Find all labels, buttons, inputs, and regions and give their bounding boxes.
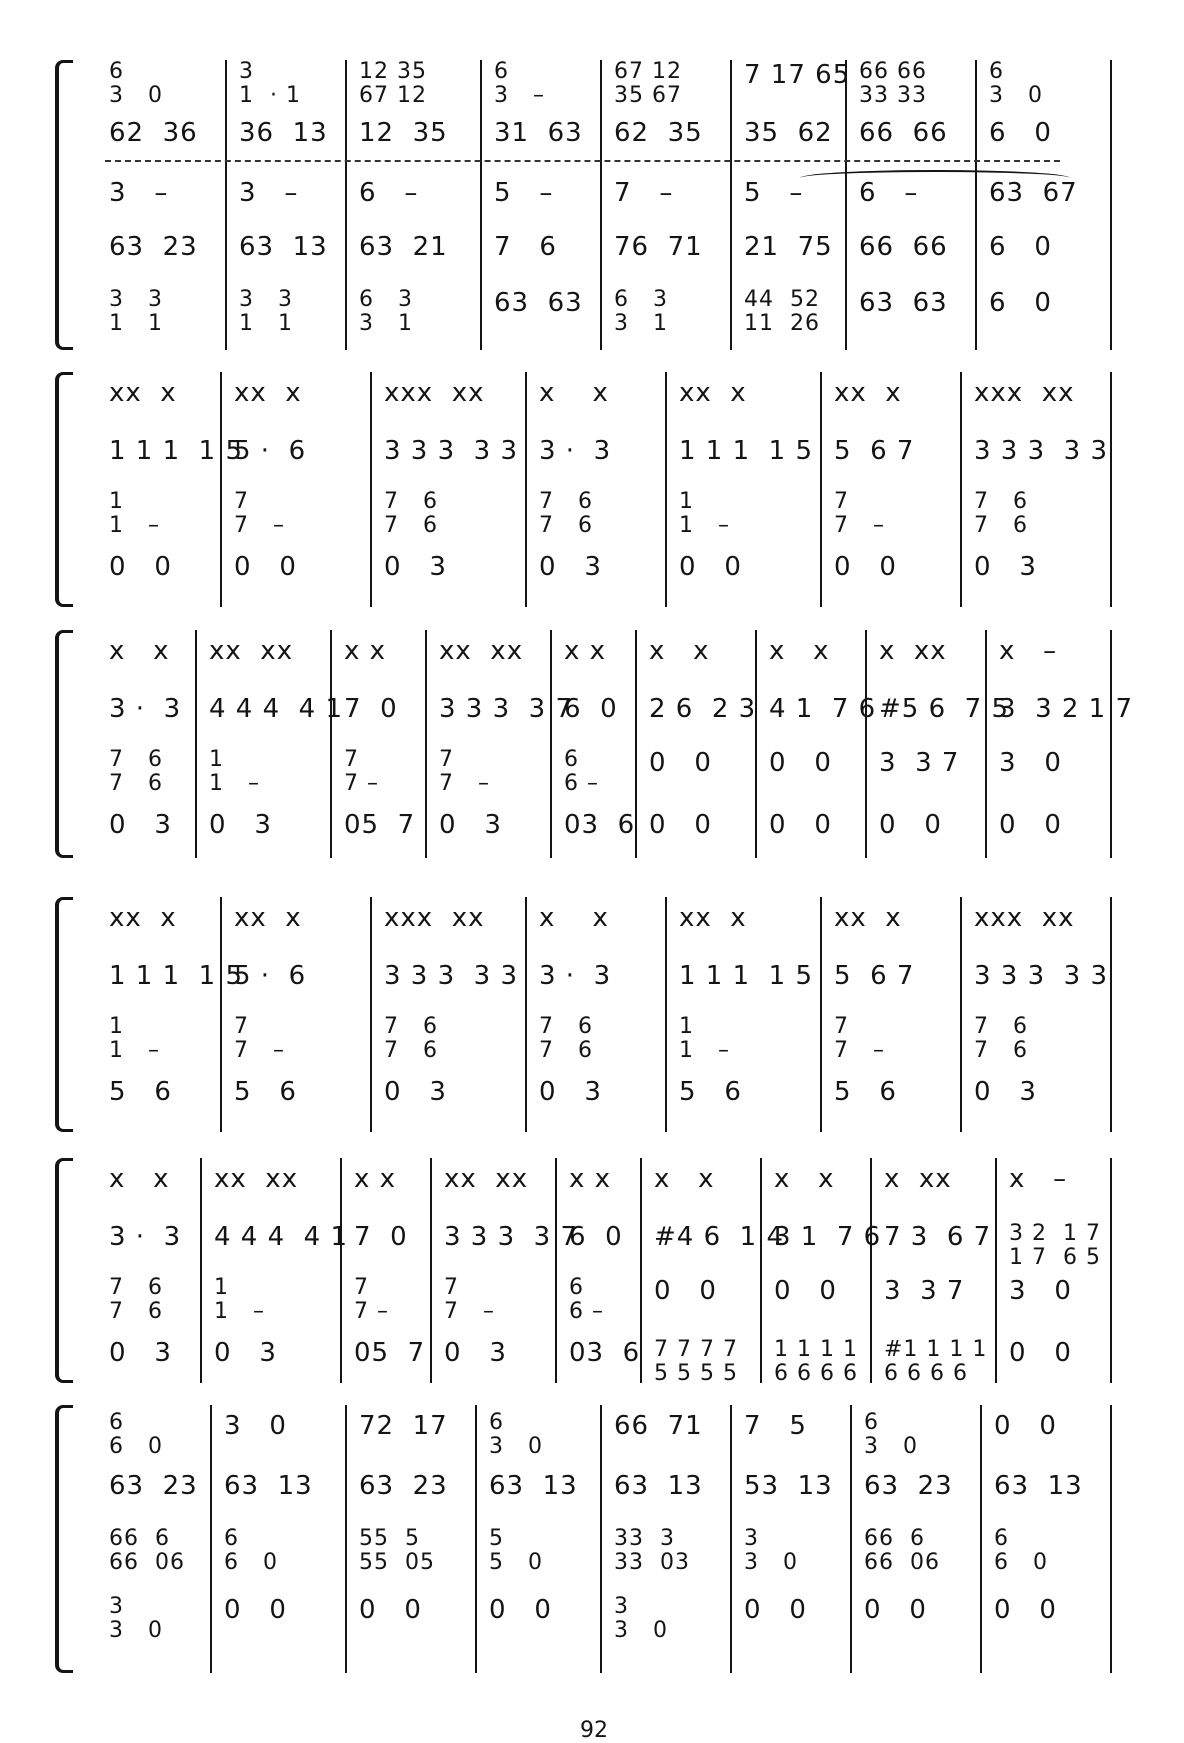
measure-cell: 53 13	[744, 1471, 833, 1501]
measure-cell: xx x	[834, 903, 902, 933]
measure-cell: 3 3 0	[744, 1526, 798, 1575]
measure-cell: 6 3 3 1	[359, 287, 413, 336]
measure-cell: 67 12 35 67	[614, 59, 682, 108]
measure-cell: 12 35 67 12	[359, 59, 427, 108]
measure-cell: 0 3	[444, 1338, 507, 1368]
measure-cell: xx x	[234, 903, 302, 933]
measure-cell: 3 3 7	[879, 748, 960, 778]
measure-cell: 0 3	[974, 1077, 1037, 1107]
staff-row-1	[55, 636, 1130, 676]
measure-cell: xxx xx	[974, 903, 1075, 933]
measure-cell: 3 3 0	[614, 1594, 668, 1643]
measure-cell: x x	[109, 1164, 170, 1194]
measure-cell: #5 6 7 5	[879, 694, 1010, 724]
measure-cell: 0 0	[649, 748, 712, 778]
measure-cell: 05 7	[354, 1338, 426, 1368]
measure-cell: xx x	[234, 378, 302, 408]
measure-cell: 5 · 6	[234, 436, 307, 466]
measure-cell: 3 1 · 1	[239, 59, 301, 108]
measure-cell: 66 66 33 33	[859, 59, 927, 108]
measure-cell: xx x	[109, 378, 177, 408]
measure-cell: 0 0	[224, 1595, 287, 1625]
measure-cell: 63 13	[489, 1471, 578, 1501]
measure-cell: 1 1 1 1 5	[679, 436, 814, 466]
measure-cell: x x	[769, 636, 830, 666]
measure-cell: 6 3 0	[489, 1410, 543, 1459]
measure-cell: xx x	[679, 378, 747, 408]
score-system-2	[55, 372, 1130, 607]
measure-cell: 1 1 1 1 5	[109, 961, 244, 991]
measure-cell: 6 6 –	[569, 1275, 604, 1324]
measure-cell: 3 3 1 1	[239, 287, 293, 336]
measure-cell: 0 0	[489, 1595, 552, 1625]
measure-cell: 1 1 –	[214, 1275, 265, 1324]
measure-cell: 63 23	[109, 232, 198, 262]
measure-cell: x x	[774, 1164, 835, 1194]
measure-cell: 0 0	[769, 810, 832, 840]
measure-cell: x x	[654, 1164, 715, 1194]
measure-cell: 7 7 –	[344, 747, 379, 796]
measure-cell: 35 62	[744, 118, 833, 148]
measure-cell: 63 23	[359, 1471, 448, 1501]
measure-cell: 6 3 0	[864, 1410, 918, 1459]
measure-cell: 63 21	[359, 232, 448, 262]
measure-cell: 0 0	[769, 748, 832, 778]
measure-cell: 6 –	[859, 178, 919, 208]
measure-cell: 1 1 –	[209, 747, 260, 796]
staff-row-2	[55, 694, 1134, 734]
staff-row-2	[55, 961, 1130, 1001]
measure-cell: 7 7 –	[444, 1275, 495, 1324]
measure-cell: x x	[564, 636, 607, 666]
measure-cell: 3 3 3 3 3	[384, 961, 519, 991]
measure-cell: xx xx	[214, 1164, 299, 1194]
measure-cell: 6 3 0	[109, 59, 163, 108]
measure-cell: 5 6	[834, 1077, 897, 1107]
measure-cell: 5 6 7	[834, 436, 915, 466]
measure-cell: xxx xx	[974, 378, 1075, 408]
measure-cell: 0 0	[834, 552, 897, 582]
measure-cell: 5 –	[494, 178, 554, 208]
measure-cell: 3 –	[239, 178, 299, 208]
measure-cell: x x	[354, 1164, 397, 1194]
measure-cell: 0 0	[994, 1411, 1057, 1441]
score-system-3	[55, 630, 1134, 858]
measure-cell: 6 6 0	[224, 1526, 278, 1575]
staff-row-2	[55, 436, 1130, 476]
page-number: 92	[580, 1718, 608, 1743]
measure-cell: 7 6 7 6	[384, 489, 438, 538]
measure-cell: xx x	[834, 378, 902, 408]
measure-cell: #4 6 1 4	[654, 1222, 785, 1252]
measure-cell: xx xx	[209, 636, 294, 666]
measure-cell: 7 6 7 6	[109, 1275, 163, 1324]
staff-row-1	[55, 59, 1130, 108]
measure-cell: 6 6 0	[109, 1410, 163, 1459]
staff-row-4	[55, 1594, 1130, 1643]
measure-cell: 3 –	[109, 178, 169, 208]
measure-cell: 7 7 –	[439, 747, 490, 796]
measure-cell: 03 6	[569, 1338, 641, 1368]
measure-cell: 7 7 –	[354, 1275, 389, 1324]
score-system-6	[55, 1405, 1130, 1673]
measure-cell: 6 0	[569, 1222, 623, 1252]
staff-row-3	[55, 1014, 1130, 1063]
measure-cell: 63 23	[864, 1471, 953, 1501]
measure-cell: 5 5 0	[489, 1526, 543, 1575]
measure-cell: 3 3 3 3 7	[444, 1222, 579, 1252]
measure-cell: x x	[344, 636, 387, 666]
measure-cell: 3 3 1 1	[109, 287, 163, 336]
measure-cell: 3 3 7	[884, 1276, 965, 1306]
measure-cell: 3 · 3	[539, 961, 612, 991]
measure-cell: 0 0	[679, 552, 742, 582]
measure-cell: 3 · 3	[109, 694, 182, 724]
measure-cell: 1 1 1 1 5	[109, 436, 244, 466]
staff-row-4	[55, 810, 1130, 850]
staff-row-1	[55, 1164, 1130, 1204]
measure-cell: 7 0	[344, 694, 398, 724]
measure-cell: 7 6 7 6	[109, 747, 163, 796]
measure-cell: x x	[109, 636, 170, 666]
measure-cell: 5 –	[744, 178, 804, 208]
measure-cell: 36 13	[239, 118, 328, 148]
measure-cell: 5 6	[234, 1077, 297, 1107]
tie-slur	[800, 170, 1070, 186]
measure-cell: 0 0	[744, 1595, 807, 1625]
score-system-4	[55, 897, 1130, 1132]
measure-cell: 7 6 7 6	[974, 489, 1028, 538]
measure-cell: 7 7 7 7 5 5 5 5	[654, 1337, 738, 1386]
measure-cell: 0 0	[774, 1276, 837, 1306]
measure-cell: 6 0	[989, 288, 1052, 318]
measure-cell: 4 1 7 6	[769, 694, 877, 724]
staff-row-3	[55, 1275, 1130, 1324]
measure-cell: 3 · 3	[109, 1222, 182, 1252]
measure-cell: 0 3	[439, 810, 502, 840]
measure-cell: 3 1 7 6	[774, 1222, 882, 1252]
staff-row-3	[55, 747, 1130, 796]
measure-cell: 3 0	[999, 748, 1062, 778]
measure-cell: 7 7 –	[834, 489, 885, 538]
staff-row-4	[55, 232, 1130, 272]
measure-cell: 63 13	[614, 1471, 703, 1501]
measure-cell: 62 35	[614, 118, 703, 148]
measure-cell: 1 1 –	[679, 489, 730, 538]
measure-cell: x x	[539, 378, 609, 408]
measure-cell: 1 1 –	[109, 489, 160, 538]
measure-cell: 6 0	[989, 232, 1052, 262]
measure-cell: 63 13	[224, 1471, 313, 1501]
measure-cell: 7 6 7 6	[384, 1014, 438, 1063]
measure-cell: 7 6 7 6	[539, 489, 593, 538]
staff-row-4	[55, 552, 1130, 592]
measure-cell: 0 0	[864, 1595, 927, 1625]
measure-cell: 0 3	[974, 552, 1037, 582]
measure-cell: 4 4 4 4 1	[209, 694, 344, 724]
measure-cell: 0 0	[994, 1595, 1057, 1625]
measure-cell: x x	[539, 903, 609, 933]
measure-cell: 7 7 –	[234, 489, 285, 538]
measure-cell: 3 · 3	[539, 436, 612, 466]
measure-cell: 7 7 –	[234, 1014, 285, 1063]
measure-cell: 76 71	[614, 232, 703, 262]
measure-cell: 3 3 0	[109, 1594, 163, 1643]
staff-row-5	[55, 287, 1130, 336]
measure-cell: 7 –	[614, 178, 674, 208]
measure-cell: 05 7	[344, 810, 416, 840]
measure-cell: 0 3	[109, 1338, 172, 1368]
measure-cell: 44 52 11 26	[744, 287, 820, 336]
measure-cell: 6 0	[989, 118, 1052, 148]
measure-cell: 6 3 3 1	[614, 287, 668, 336]
measure-cell: 0 3	[384, 552, 447, 582]
measure-cell: 63 23	[109, 1471, 198, 1501]
measure-cell: 3 3 3 3 3	[384, 436, 519, 466]
measure-cell: 7 0	[354, 1222, 408, 1252]
measure-cell: xx xx	[439, 636, 524, 666]
score-system-5	[55, 1158, 1130, 1386]
measure-cell: 31 63	[494, 118, 583, 148]
measure-cell: x xx	[879, 636, 947, 666]
measure-cell: 3 0	[224, 1411, 287, 1441]
measure-cell: 6 –	[359, 178, 419, 208]
measure-cell: 63 13	[239, 232, 328, 262]
measure-cell: 0 0	[359, 1595, 422, 1625]
measure-cell: 1 1 –	[109, 1014, 160, 1063]
measure-cell: x x	[649, 636, 710, 666]
measure-cell: 7 7 –	[834, 1014, 885, 1063]
measure-cell: 5 · 6	[234, 961, 307, 991]
measure-cell: 12 35	[359, 118, 448, 148]
measure-cell: 7 3 6 7	[884, 1222, 992, 1252]
measure-cell: 6 3 –	[494, 59, 545, 108]
measure-cell: 0 0	[1009, 1338, 1072, 1368]
measure-cell: 0 0	[234, 552, 297, 582]
measure-cell: 66 66	[859, 232, 948, 262]
measure-cell: 7 5	[744, 1411, 807, 1441]
measure-cell: 63 63	[859, 288, 948, 318]
measure-cell: 0 0	[999, 810, 1062, 840]
measure-cell: 2 6 2 3	[649, 694, 757, 724]
measure-cell: 0 3	[539, 1077, 602, 1107]
staff-row-4	[55, 1077, 1130, 1117]
measure-cell: 1 1 1 1 5	[679, 961, 814, 991]
score-system-1	[55, 60, 1130, 350]
staff-row-1	[55, 903, 1130, 943]
staff-row-1	[55, 378, 1130, 418]
measure-cell: 3 3 2 1 7	[999, 694, 1134, 724]
staff-row-3	[55, 489, 1130, 538]
measure-cell: 0 3	[214, 1338, 277, 1368]
measure-cell: 66 71	[614, 1411, 703, 1441]
measure-cell: 0 0	[654, 1276, 717, 1306]
measure-cell: 66 6 66 06	[864, 1526, 940, 1575]
measure-cell: xx x	[109, 903, 177, 933]
measure-cell: 1 1 –	[679, 1014, 730, 1063]
measure-cell: 0 3	[209, 810, 272, 840]
measure-cell: x –	[1009, 1164, 1068, 1194]
measure-cell: 0 3	[539, 552, 602, 582]
measure-cell: x xx	[884, 1164, 952, 1194]
measure-cell: 0 0	[879, 810, 942, 840]
dashed-guide-line	[105, 160, 1060, 162]
measure-cell: 55 5 55 05	[359, 1526, 435, 1575]
measure-cell: 03 6	[564, 810, 636, 840]
staff-row-2	[55, 1221, 1130, 1270]
measure-cell: 5 6	[679, 1077, 742, 1107]
staff-row-2	[55, 118, 1130, 158]
measure-cell: 4 4 4 4 1	[214, 1222, 349, 1252]
measure-cell: 66 66	[859, 118, 948, 148]
measure-cell: #1 1 1 1 6 6 6 6	[884, 1337, 988, 1386]
staff-row-1	[55, 1410, 1130, 1459]
measure-cell: 0 3	[384, 1077, 447, 1107]
measure-cell: 62 36	[109, 118, 198, 148]
measure-cell: 3 3 3 3 3	[974, 436, 1109, 466]
measure-cell: 63 13	[994, 1471, 1083, 1501]
measure-cell: 72 17	[359, 1411, 448, 1441]
measure-cell: 3 3 3 3 7	[439, 694, 574, 724]
measure-cell: 33 3 33 03	[614, 1526, 690, 1575]
staff-row-2	[55, 1471, 1130, 1511]
measure-cell: 63 67	[989, 178, 1078, 208]
measure-cell: x –	[999, 636, 1058, 666]
measure-cell: xx xx	[444, 1164, 529, 1194]
measure-cell: 1 1 1 1 6 6 6 6	[774, 1337, 858, 1386]
staff-row-4	[55, 1337, 1130, 1386]
measure-cell: 7 17 65	[744, 60, 851, 90]
measure-cell: 5 6	[109, 1077, 172, 1107]
measure-cell: 21 75	[744, 232, 833, 262]
measure-cell: 6 0	[564, 694, 618, 724]
measure-cell: 7 6 7 6	[539, 1014, 593, 1063]
measure-cell: 7 6 7 6	[974, 1014, 1028, 1063]
staff-row-3	[55, 1526, 1130, 1575]
measure-cell: 63 63	[494, 288, 583, 318]
measure-cell: 7 6	[494, 232, 557, 262]
measure-cell: 66 6 66 06	[109, 1526, 185, 1575]
measure-cell: 0 3	[109, 810, 172, 840]
measure-cell: xxx xx	[384, 903, 485, 933]
measure-cell: x x	[569, 1164, 612, 1194]
measure-cell: 6 3 0	[989, 59, 1043, 108]
measure-cell: 6 6 –	[564, 747, 599, 796]
measure-cell: 5 6 7	[834, 961, 915, 991]
measure-cell: 6 6 0	[994, 1526, 1048, 1575]
measure-cell: xxx xx	[384, 378, 485, 408]
measure-cell: 3 0	[1009, 1276, 1072, 1306]
measure-cell: 0 0	[109, 552, 172, 582]
measure-cell: 0 0	[649, 810, 712, 840]
measure-cell: xx x	[679, 903, 747, 933]
measure-cell: 3 3 3 3 3	[974, 961, 1109, 991]
measure-cell: 3 2 1 7 1 7 6 5	[1009, 1221, 1101, 1270]
